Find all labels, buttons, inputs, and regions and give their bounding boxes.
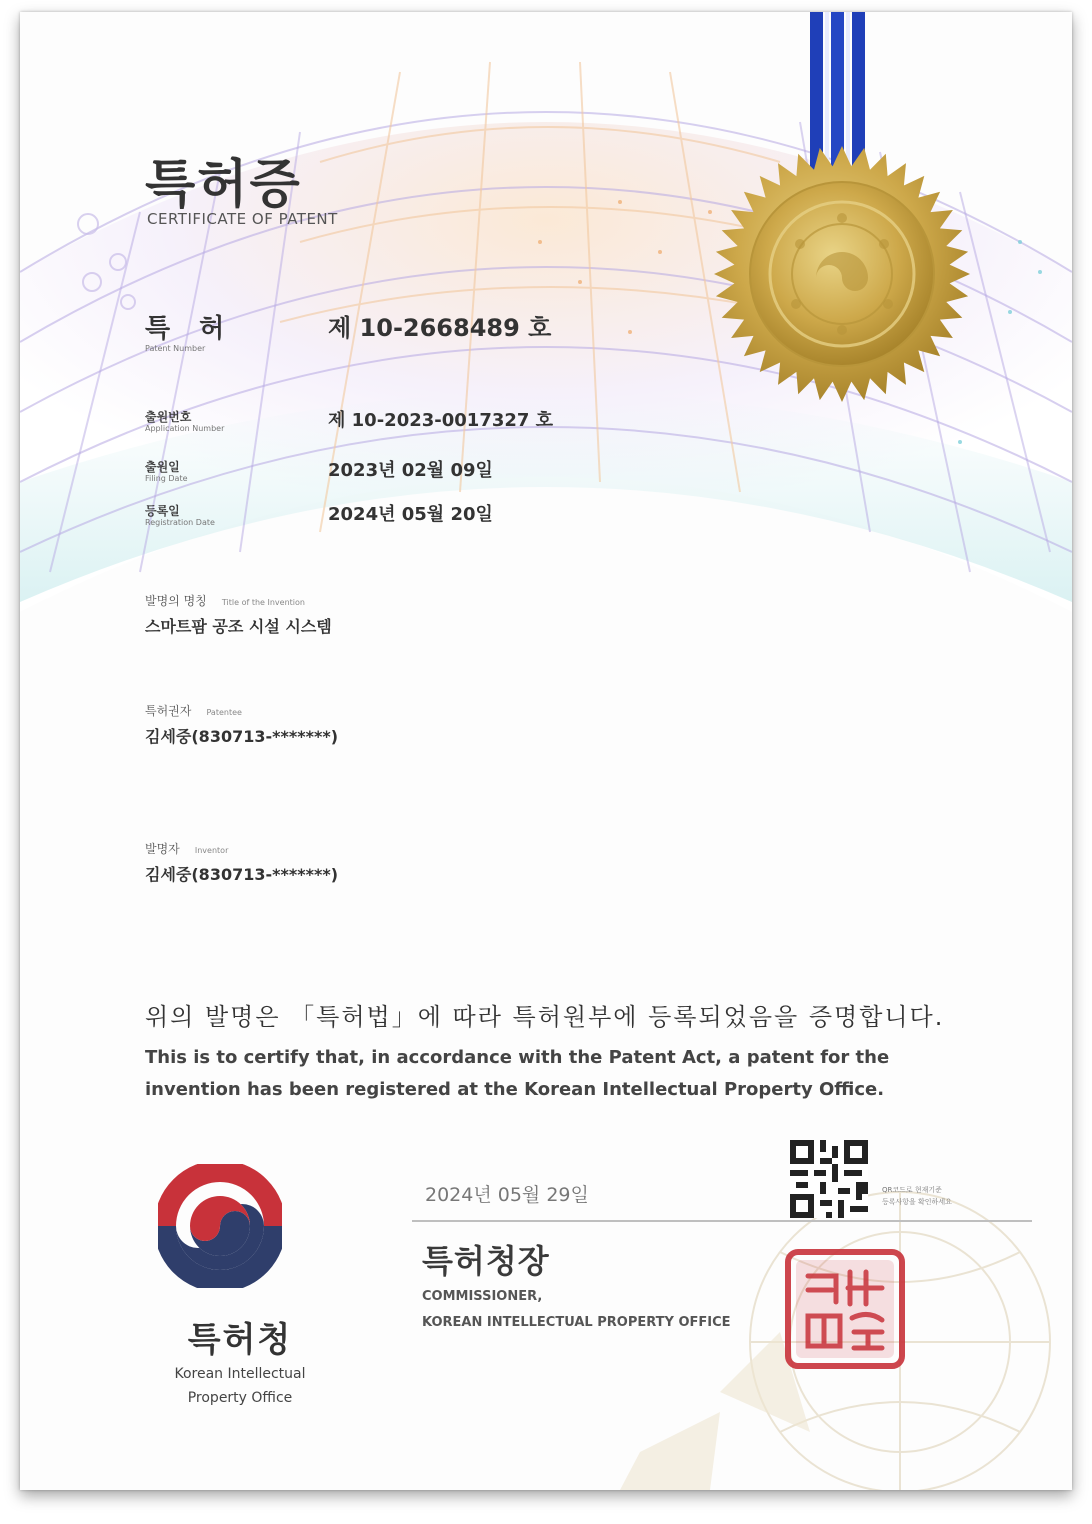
patentee-label: 특허권자	[145, 704, 192, 718]
invention-title-value: 스마트팜 공조 시설 시스템	[145, 617, 332, 636]
patent-number-value: 제 10-2668489 호	[328, 314, 552, 342]
registration-date-value: 2024년 05월 20일	[328, 504, 493, 525]
office-name-ko: 특허청	[187, 1320, 293, 1360]
inventor-label-en: Inventor	[194, 846, 229, 855]
issue-date: 2024년 05월 29일	[425, 1184, 589, 1206]
registration-date-label-en: Registration Date	[145, 518, 215, 527]
patentee-value: 김세중(830713-*******)	[145, 727, 339, 746]
filing-date-value: 2023년 02월 09일	[328, 460, 493, 481]
application-number-value: 제 10-2023-0017327 호	[328, 410, 554, 431]
commissioner-title-ko: 특허청장	[422, 1242, 550, 1280]
official-seal-stamp-icon	[784, 1248, 906, 1370]
patent-number-label: 특 허	[145, 314, 235, 344]
certification-statement-en: This is to certify that, in accordance with the Patent Act, a patent for the invention has been registered at the Korean Intellectual Property Office.	[145, 1047, 890, 1100]
filing-date-label: 출원일	[145, 460, 180, 474]
office-name-en-line2: Property Office	[187, 1390, 293, 1406]
commissioner-title-en	[422, 1284, 731, 1336]
commissioner-title-en-line1: COMMISSIONER,	[422, 1289, 543, 1304]
qr-note-line2: 등록사항을 확인하세요	[882, 1198, 952, 1206]
certification-statement-ko: 위의 발명은 「특허법」에 따라 특허원부에 등록되었음을 증명합니다.	[145, 1003, 945, 1031]
invention-title-label: 발명의 명칭	[145, 594, 207, 608]
patentee-label-en: Patentee	[206, 708, 242, 717]
inventor-label-row	[145, 838, 228, 857]
qr-code-icon[interactable]	[790, 1140, 868, 1218]
patentee-label-row	[145, 700, 242, 719]
office-name-en-line1: Korean Intellectual	[174, 1366, 306, 1382]
application-number-label-en: Application Number	[145, 424, 225, 433]
inventor-label: 발명자	[145, 842, 180, 856]
qr-note	[882, 1184, 1042, 1208]
filing-date-label-en: Filing Date	[145, 474, 188, 483]
inventor-value: 김세중(830713-*******)	[145, 865, 339, 884]
invention-title-label-en: Title of the Invention	[221, 598, 305, 607]
office-name-en	[130, 1362, 350, 1410]
certificate-sheet	[20, 12, 1072, 1490]
registration-date-label: 등록일	[145, 504, 180, 518]
certificate-title-en: CERTIFICATE OF PATENT	[147, 210, 338, 228]
qr-note-line1: QR코드로 현재기준	[882, 1186, 942, 1194]
invention-title-label-row	[145, 590, 305, 609]
certificate-title: 특허증	[145, 155, 302, 215]
application-number-label: 출원번호	[145, 410, 192, 424]
kipo-logo-icon	[158, 1164, 282, 1288]
issuer-divider	[412, 1220, 1032, 1222]
commissioner-title-en-line2: KOREAN INTELLECTUAL PROPERTY OFFICE	[422, 1315, 731, 1330]
patent-number-label-en: Patent Number	[145, 344, 206, 353]
